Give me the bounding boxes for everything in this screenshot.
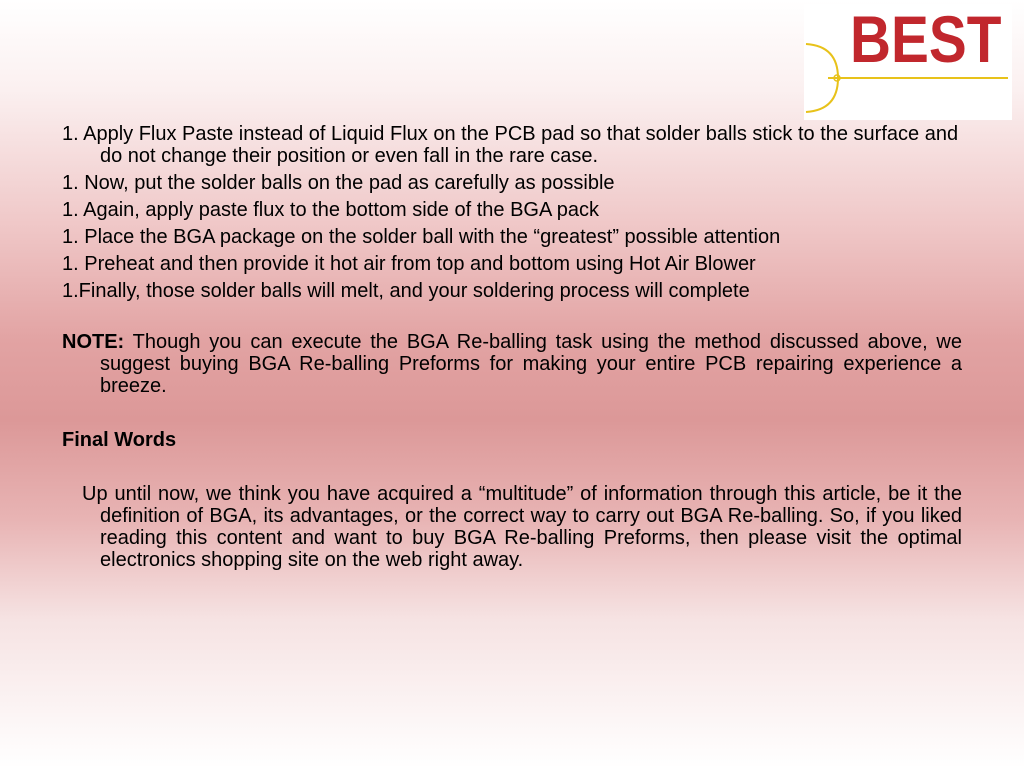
slide-content — [62, 123, 962, 571]
step-item: 1. Again, apply paste flux to the bottom side of the BGA pack — [62, 199, 600, 221]
final-words-paragraph: Up until now, we think you have acquired a “multitude” of information through this article, be it the definition of BGA, its advantages, or the correct way to carry out BGA Re-balling. So, if you liked reading this content and want to buy BGA Re-balling Preforms, then please visit the optimal electronics shopping site on the web right away. — [82, 483, 962, 571]
step-item: 1. Now, put the solder balls on the pad as carefully as possible — [62, 172, 615, 194]
note-paragraph — [62, 331, 962, 397]
note-label: NOTE: — [62, 331, 125, 353]
step-item: 1. Apply Flux Paste instead of Liquid Flux on the PCB pad so that solder balls stick to the surface and do not change their position or even fall in the rare case. — [62, 123, 959, 167]
step-item: 1. Preheat and then provide it hot air from top and bottom using Hot Air Blower — [62, 253, 756, 275]
step-item: 1.Finally, those solder balls will melt, and your soldering process will complete — [62, 280, 750, 302]
note-text: Though you can execute the BGA Re-balling task using the method discussed above, we suggest buying BGA Re-balling Preforms for making your entire PCB repairing experience a breeze. — [100, 331, 962, 397]
final-words-heading: Final Words — [62, 429, 177, 451]
best-logo — [804, 4, 1012, 120]
step-item: 1. Place the BGA package on the solder ball with the “greatest” possible attention — [62, 226, 781, 248]
logo-wordmark: BEST — [850, 2, 1002, 76]
